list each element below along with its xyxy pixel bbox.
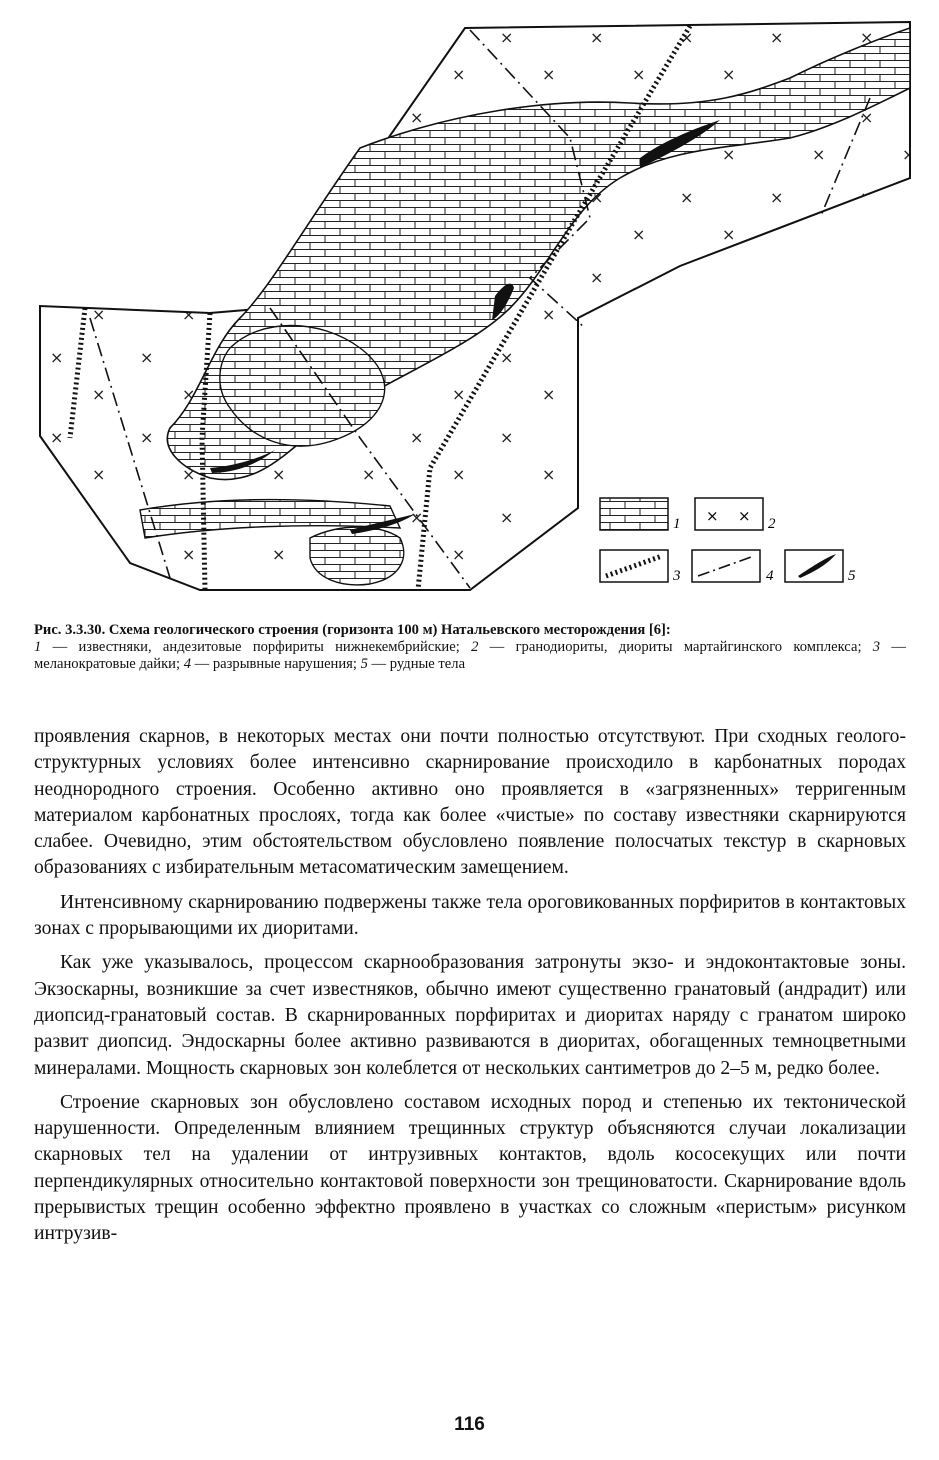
legend-item-5 (785, 550, 856, 584)
svg-text:2: 2 (768, 516, 776, 532)
body-text (34, 724, 906, 1256)
svg-text:×: × (706, 507, 719, 525)
paragraph: Строение скарновых зон обусловлено составом исходных пород и степенью их тектонической нарушенности. Определенным влиянием трещинных структур объясняются случаи локализации скарновых тел на удалении от интрузивных контактов, вдоль кососекущих или почти перпендикулярных относительно контактовой поверхности зон трещиноватости. Скарнирование вдоль прерывистых трещин особенно эффектно проявлено в участках со сложным «перистым» рисунком интрузив- (34, 1091, 906, 1245)
caption-text: — меланократовые дайки; (34, 639, 906, 672)
caption-text: — разрывные нарушения; (190, 656, 361, 672)
caption-num: 3 (872, 639, 881, 655)
caption-text: — гранодиориты, диориты мартайгинского комплекса; (478, 639, 873, 655)
paragraph: Как уже указывалось, процессом скарнообразования затронуты экзо- и эндоконтактовые зоны. Экзоскарны, возникшие за счет известняков, обычно имеют существенно гранатовый (андрадит) или диопсид-гранатовый состав. В скарнированных порфиритах и диоритах наряду с гранатом широко развит диопсид. Эндоскарны более активно развиваются в диоритах, обогащенных темноцветными минералами. Мощность скарновых зон колеблется от нескольких сантиметров до 2–5 м, редко более. (34, 952, 906, 1079)
caption-text: — рудные тела (367, 656, 466, 672)
svg-text:5: 5 (848, 568, 856, 584)
paragraph: Интенсивному скарнированию подвержены также тела ороговикованных порфиритов в контактовых зонах с прорывающими их диоритами. (34, 891, 906, 940)
caption-num: 5 (360, 656, 368, 672)
limestone-small-body (310, 527, 404, 585)
legend-item-1 (600, 498, 681, 532)
figure-caption (34, 622, 906, 673)
legend-item-4 (692, 550, 774, 584)
caption-num: 4 (183, 656, 191, 672)
svg-text:3: 3 (673, 568, 681, 584)
svg-text:4: 4 (766, 568, 774, 584)
caption-num: 2 (471, 639, 479, 655)
caption-title: Рис. 3.3.30. Схема геологического строения (горизонта 100 м) Натальевского месторождения [6]: (34, 622, 671, 638)
caption-num: 1 (34, 639, 42, 655)
paragraph: проявления скарнов, в некоторых местах они почти полностью отсутствуют. При сходных геолого-структурных условиях более интенсивно скарнирование происходило в карбонатных породах неоднородного строения. Особенно активно оно проявляется в «загрязненных» терригенным материалом карбонатных прослоях, тогда как более «чистые» по составу известняки скарнируются слабее. Очевидно, этим обстоятельством обусловлено появление полосчатых текстур в скарновых образованиях с избирательным метасоматическим замещением. (34, 726, 906, 879)
legend (600, 498, 856, 584)
svg-text:1: 1 (673, 516, 681, 532)
geological-map-figure (30, 18, 920, 608)
legend-item-3 (600, 550, 681, 584)
page-number: 116 (454, 1414, 485, 1435)
svg-text:×: × (738, 507, 751, 525)
legend-item-2 (695, 498, 776, 532)
caption-text: — известняки, андезитовые порфириты нижнекембрийские; (41, 639, 472, 655)
